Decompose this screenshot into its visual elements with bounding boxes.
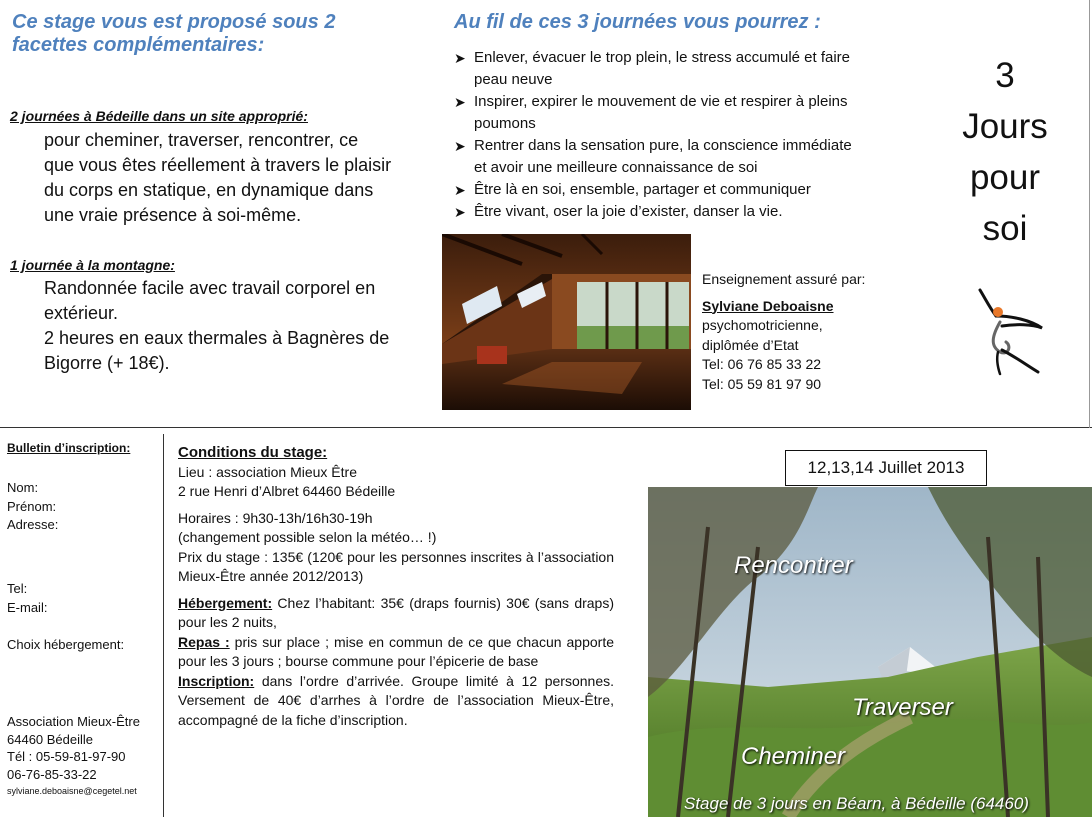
- mountain-description: [44, 276, 434, 376]
- benefit-item: [454, 91, 914, 135]
- big-title: [940, 50, 1070, 254]
- photo-caption: Stage de 3 jours en Béarn, à Bédeille (64460): [684, 794, 1029, 813]
- landscape-photo: [648, 487, 1092, 817]
- conditions-lieu: Lieu : association Mieux Être: [178, 463, 357, 480]
- arrow-bullet-icon: ➤: [454, 138, 466, 154]
- word-traverser: Traverser: [852, 694, 953, 721]
- teacher-phone: Tel: 05 59 81 97 90: [702, 375, 822, 392]
- arrow-bullet-icon: ➤: [454, 94, 466, 110]
- mountain-line: extérieur.: [44, 303, 119, 323]
- site-line: que vous êtes réellement à travers le plaisir: [44, 155, 392, 175]
- form-label-nom: Nom:: [7, 480, 39, 495]
- benefit-line: Être vivant, oser la joie d’exister, danser la vie.: [474, 203, 783, 220]
- mountain-line: 2 heures en eaux thermales à Bagnères de: [44, 328, 390, 348]
- big-title-line: Jours: [962, 107, 1048, 146]
- benefits-title: Au fil de ces 3 journées vous pourrez :: [454, 11, 821, 33]
- big-title-line: pour: [969, 158, 1041, 197]
- teacher-role: psychomotricienne,: [702, 317, 823, 333]
- association-city: 64460 Bédeille: [7, 731, 94, 747]
- mountain-line: Randonnée facile avec travail corporel en: [44, 278, 376, 298]
- site-line: du corps en statique, en dynamique dans: [44, 180, 374, 200]
- word-cheminer: Cheminer: [741, 743, 846, 770]
- form-label-email: E-mail:: [7, 599, 48, 615]
- form-label-adresse: Adresse:: [7, 517, 59, 532]
- conditions-hebergement: [178, 594, 614, 633]
- inscription-text: dans l’ordre d’arrivée. Groupe limité à 12 personnes. Versement de 40€ d’arrhes à l’ordre de l’association Mieux-Être, accompagné de la fiche d’inscription.: [178, 672, 614, 728]
- benefit-line: Enlever, évacuer le trop plein, le stress accumulé et faire: [474, 49, 851, 66]
- conditions-horaires: Horaires : 9h30-13h/16h30-19h: [178, 509, 373, 526]
- site-line: pour cheminer, traverser, rencontrer, ce: [44, 130, 359, 150]
- hebergement-label: Hébergement:: [178, 594, 273, 611]
- conditions-inscription: [178, 672, 614, 731]
- arrow-bullet-icon: ➤: [454, 50, 466, 66]
- teacher-phone: Tel: 06 76 85 33 22: [702, 356, 822, 372]
- benefit-item: [454, 201, 914, 223]
- site-line: une vraie présence à soi-même.: [44, 205, 302, 225]
- hebergement-text: Chez l’habitant: 35€ (draps fournis) 30€ (sans draps) pour les 2 nuits,: [178, 594, 614, 630]
- intro-title: [12, 11, 335, 57]
- intro-title-line: Ce stage vous est proposé sous 2: [12, 11, 336, 33]
- teacher-intro: Enseignement assuré par:: [702, 271, 866, 287]
- date-box: 12,13,14 Juillet 2013: [785, 450, 987, 486]
- repas-text: pris sur place ; mise en commun de ce que chacun apporte pour les 3 jours ; bourse commune pour l’épicerie de base: [178, 633, 614, 669]
- teacher-name: Sylviane Deboaisne: [702, 297, 834, 314]
- benefit-line: Être là en soi, ensemble, partager et communiquer: [474, 181, 811, 198]
- big-title-line: soi: [982, 209, 1028, 248]
- word-rencontrer: Rencontrer: [734, 552, 853, 579]
- form-fields: [7, 479, 58, 535]
- attic-room-photo: [442, 234, 691, 410]
- benefit-line: peau neuve: [474, 71, 553, 88]
- landscape-image: [648, 487, 1092, 817]
- conditions-repas: [178, 633, 614, 672]
- big-title-line: 3: [995, 56, 1015, 95]
- association-phone: 06-76-85-33-22: [7, 766, 97, 782]
- form-label-prenom: Prénom:: [7, 498, 57, 514]
- benefit-line: poumons: [474, 115, 536, 132]
- vertical-divider: [163, 434, 164, 817]
- form-contact-fields: [7, 580, 47, 617]
- association-phone: Tél : 05-59-81-97-90: [7, 749, 126, 764]
- arrow-bullet-icon: ➤: [454, 182, 466, 198]
- conditions-prix: Prix du stage : 135€ (120€ pour les personnes inscrites à l’association Mieux-Être année 2012/2013): [178, 548, 614, 584]
- conditions-block: [178, 443, 614, 730]
- benefit-line: et avoir une meilleure connaissance de soi: [474, 159, 758, 176]
- benefit-item: [454, 179, 914, 201]
- benefit-item: [454, 47, 914, 91]
- arrow-bullet-icon: ➤: [454, 204, 466, 220]
- repas-label: Repas :: [178, 633, 230, 650]
- benefits-list: [454, 47, 914, 223]
- site-heading: 2 journées à Bédeille dans un site approprié:: [10, 108, 308, 124]
- conditions-title: Conditions du stage:: [178, 444, 328, 461]
- benefit-item: [454, 135, 914, 179]
- right-border: [1089, 0, 1090, 428]
- association-name: Association Mieux-Être: [7, 714, 140, 729]
- horizontal-divider: [0, 427, 1092, 428]
- conditions-address: 2 rue Henri d’Albret 64460 Bédeille: [178, 483, 396, 499]
- conditions-horaires-note: (changement possible selon la météo… !): [178, 529, 437, 545]
- site-description: [44, 128, 434, 228]
- teacher-info: [702, 270, 892, 394]
- form-title: Bulletin d’inscription:: [7, 441, 131, 455]
- mountain-heading: 1 journée à la montagne:: [10, 257, 175, 273]
- benefit-line: Inspirer, expirer le mouvement de vie et respirer à pleins: [474, 93, 848, 110]
- form-label-hebergement: Choix hébergement:: [7, 637, 125, 652]
- inscription-label: Inscription:: [178, 672, 255, 689]
- association-email: sylviane.deboaisne@cegetel.net: [7, 786, 137, 796]
- form-label-tel: Tel:: [7, 581, 28, 596]
- benefit-line: Rentrer dans la sensation pure, la conscience immédiate: [474, 137, 852, 154]
- association-address: [7, 713, 140, 801]
- mountain-line: Bigorre (+ 18€).: [44, 353, 170, 373]
- dancer-logo-icon: [972, 286, 1048, 376]
- intro-title-line: facettes complémentaires:: [12, 34, 265, 56]
- teacher-diploma: diplômée d’Etat: [702, 336, 799, 353]
